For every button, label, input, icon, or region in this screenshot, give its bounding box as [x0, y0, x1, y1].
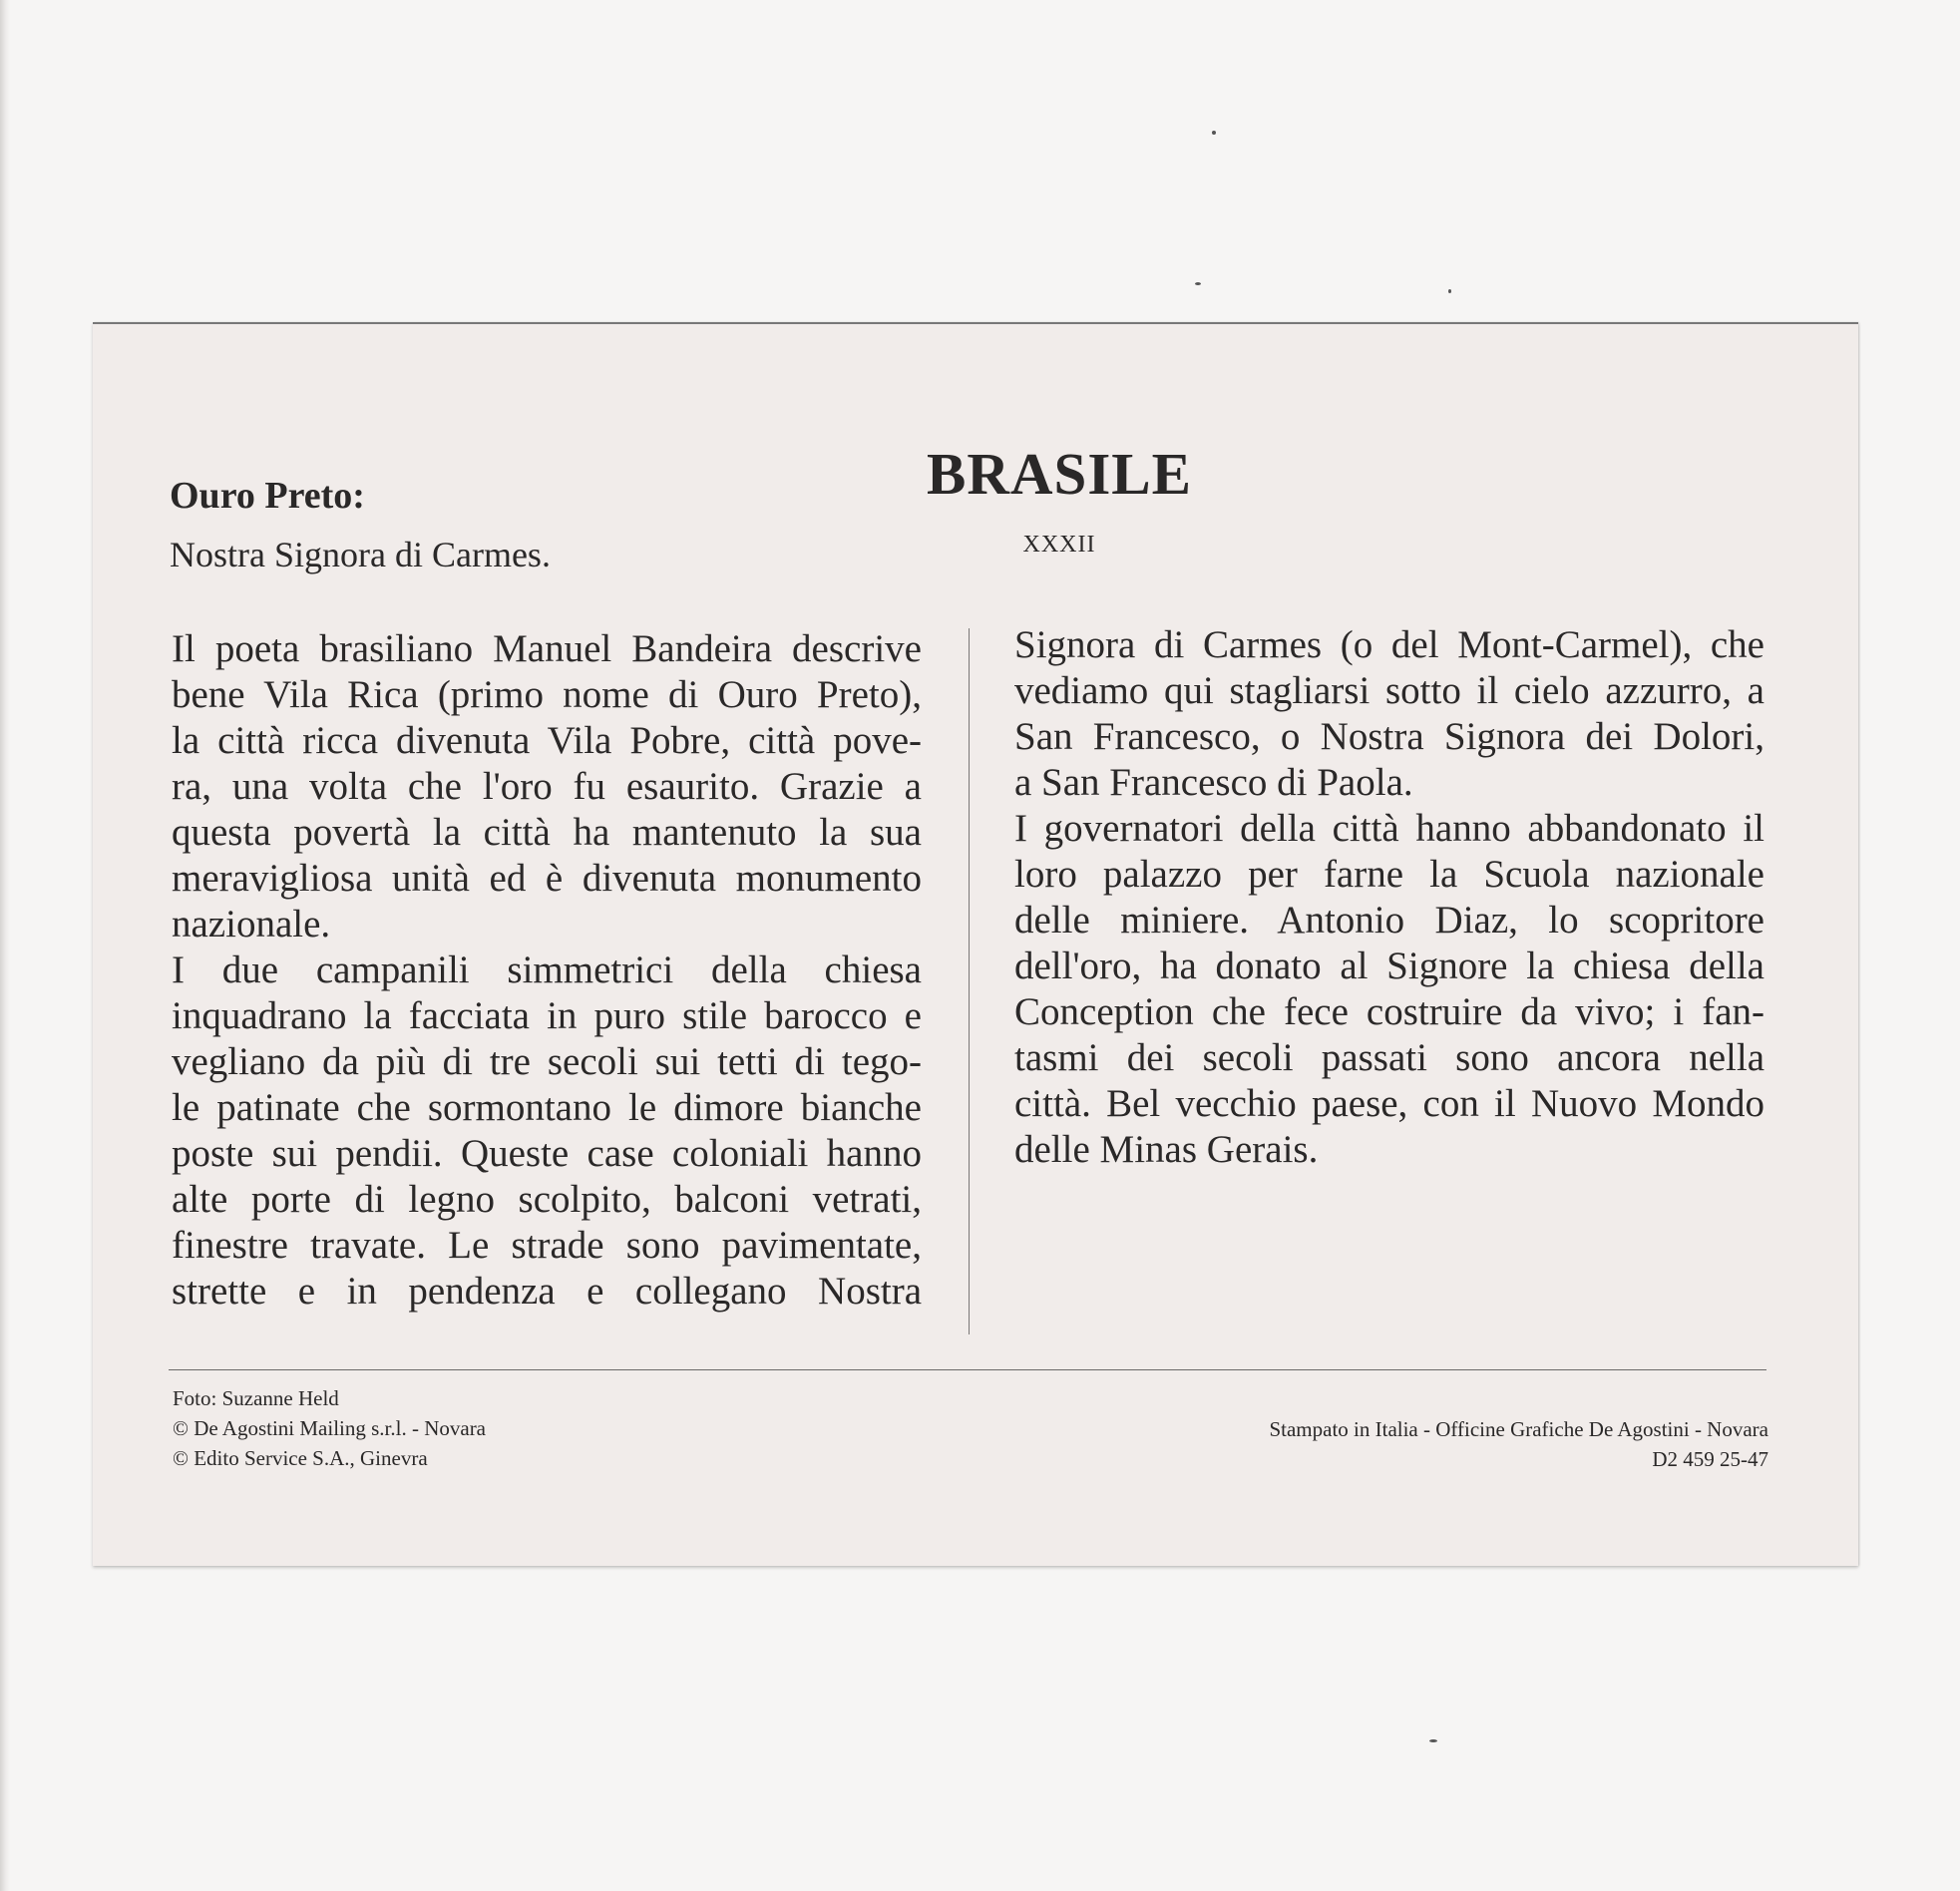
- dust-speck: [1429, 1739, 1437, 1742]
- dust-speck: [1212, 131, 1216, 135]
- text-line: a San Francesco di Paola.: [1014, 761, 1413, 804]
- printer-block: [1269, 1414, 1768, 1474]
- place-heading: Ouro Preto:: [170, 475, 365, 517]
- text-line: delle Minas Gerais.: [1014, 1128, 1319, 1171]
- text-line: inquadrano la facciata in puro stile barocco e: [172, 994, 922, 1037]
- series-numeral: XXXII: [1022, 532, 1096, 558]
- photo-credit: Foto: Suzanne Held: [173, 1386, 339, 1410]
- printer-line: Stampato in Italia - Officine Grafiche De Agostini - Novara: [1269, 1417, 1768, 1441]
- subject-subtitle: Nostra Signora di Carmes.: [170, 535, 551, 574]
- text-line: finestre travate. Le strade sono pavimentate,: [172, 1224, 922, 1267]
- text-line: I due campanili simmetrici della chiesa: [172, 948, 922, 991]
- text-line: Conception che fece costruire da vivo; i fan-: [1014, 990, 1764, 1033]
- credits-block: [173, 1383, 486, 1473]
- text-line: la città ricca divenuta Vila Pobre, città pove-: [172, 719, 922, 762]
- dust-speck: [1448, 289, 1451, 293]
- footer-rule: [169, 1369, 1766, 1370]
- body-column-left: [172, 626, 922, 1315]
- text-line: bene Vila Rica (primo nome di Ouro Preto),: [172, 673, 922, 716]
- text-line: I governatori della città hanno abbandonato il: [1014, 807, 1764, 850]
- text-line: Signora di Carmes (o del Mont-Carmel), che: [1014, 623, 1764, 666]
- scan-left-edge: [0, 0, 10, 1891]
- text-line: vediamo qui stagliarsi sotto il cielo azzurro, a: [1014, 669, 1764, 712]
- text-line: meravigliosa unità ed è divenuta monumento: [172, 857, 922, 900]
- text-line: dell'oro, ha donato al Signore la chiesa della: [1014, 945, 1764, 987]
- text-line: Il poeta brasiliano Manuel Bandeira descrive: [172, 627, 922, 670]
- body-column-right: [1014, 622, 1764, 1173]
- text-line: loro palazzo per farne la Scuola nazionale: [1014, 853, 1764, 896]
- text-line: San Francesco, o Nostra Signora dei Dolori,: [1014, 715, 1764, 758]
- text-line: le patinate che sormontano le dimore bianche: [172, 1086, 922, 1129]
- text-line: tasmi dei secoli passati sono ancora nella: [1014, 1036, 1764, 1079]
- text-line: questa povertà la città ha mantenuto la sua: [172, 811, 922, 854]
- product-code: D2 459 25-47: [1652, 1447, 1768, 1471]
- text-line: alte porte di legno scolpito, balconi vetrati,: [172, 1178, 922, 1221]
- copyright-line: © Edito Service S.A., Ginevra: [173, 1446, 428, 1470]
- text-line: ra, una volta che l'oro fu esaurito. Grazie a: [172, 765, 922, 808]
- card-title: BRASILE: [926, 441, 1193, 507]
- dust-speck: [1195, 282, 1201, 285]
- postcard-back: [93, 322, 1858, 1566]
- text-line: nazionale.: [172, 903, 331, 946]
- text-line: delle miniere. Antonio Diaz, lo scopritore: [1014, 899, 1764, 942]
- text-line: vegliano da più di tre secoli sui tetti di tego-: [172, 1040, 922, 1083]
- text-line: poste sui pendii. Queste case coloniali hanno: [172, 1132, 922, 1175]
- column-divider: [969, 628, 970, 1334]
- text-line: strette e in pendenza e collegano Nostra: [172, 1270, 922, 1313]
- text-line: città. Bel vecchio paese, con il Nuovo Mondo: [1014, 1082, 1764, 1125]
- copyright-line: © De Agostini Mailing s.r.l. - Novara: [173, 1416, 487, 1440]
